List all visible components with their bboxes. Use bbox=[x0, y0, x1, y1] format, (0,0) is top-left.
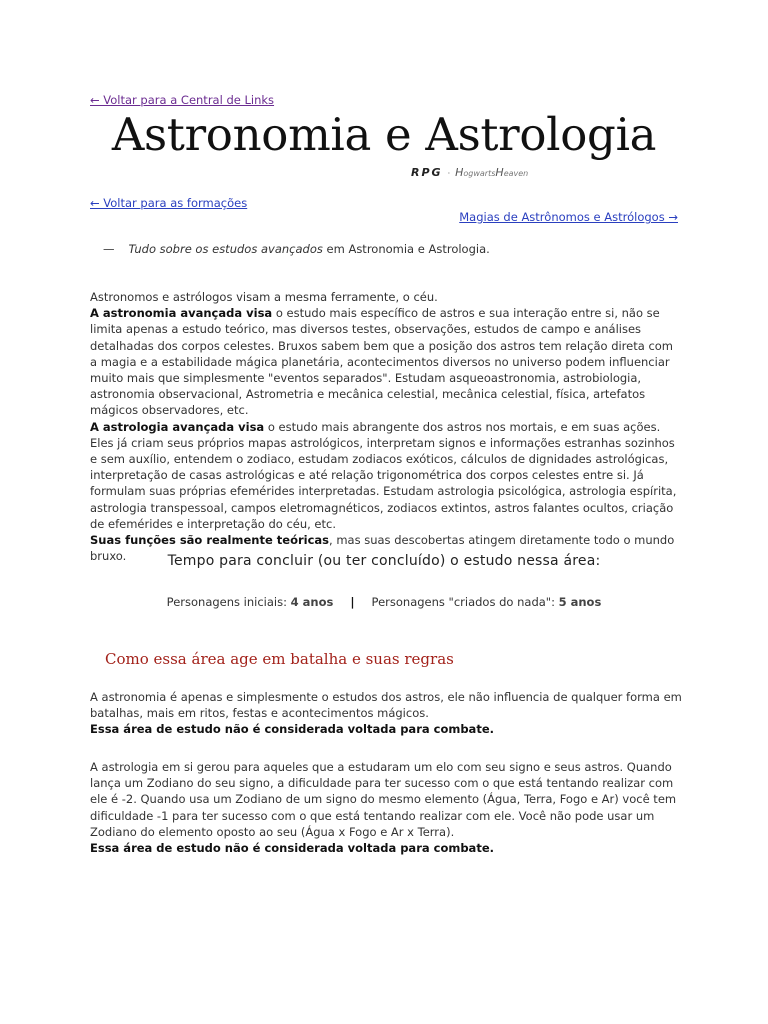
description-p1: Astronomos e astrólogos visam a mesma ferramente, o céu. bbox=[90, 290, 438, 304]
rpg-label: RPG bbox=[411, 166, 443, 179]
battle-astrologia-block bbox=[90, 759, 682, 856]
tempo-divider: | bbox=[350, 595, 355, 609]
brand-separator: · bbox=[447, 169, 451, 178]
battle-astrologia-note bbox=[90, 840, 682, 856]
criados-value: 5 anos bbox=[558, 595, 602, 609]
site-brand bbox=[411, 166, 528, 179]
astrologia-combat-note: Essa área de estudo não é considerada voltada para combate. bbox=[90, 841, 494, 856]
astrologia-lead: A astrologia avançada visa bbox=[90, 419, 265, 434]
astronomia-desc: o estudo mais específico de astros e sua interação entre si, não se limita apenas a estudo teórico, mas diversos testes, observações, estudos de campo e análises detalhadas dos corpos celestes. Bruxos sabem bem que a posição dos astros tem relação direta com a magia e a estabilidade mágica planetária, acontecimentos diversos no universo podem influenciar muito mais que simplesmente "eventos separados". Estudam asqueoastronomia, astrobiologia, astronomia observacional, Astrometria e mecânica celestial, mecânica celestial, física, artefatos mágicos observadores, etc. bbox=[90, 306, 674, 418]
brand-initial-h: H bbox=[455, 166, 464, 179]
back-to-formacoes-link[interactable]: ← Voltar para as formações bbox=[90, 196, 248, 210]
description-p3 bbox=[90, 419, 682, 532]
astronomia-lead: A astronomia avançada visa bbox=[90, 306, 273, 321]
next-magias-link[interactable]: Magias de Astrônomos e Astrólogos → bbox=[459, 210, 678, 224]
description-block bbox=[90, 289, 682, 564]
criados-label: Personagens "criados do nada": bbox=[371, 595, 559, 609]
iniciais-label: Personagens iniciais: bbox=[166, 595, 291, 609]
intro-italic: Tudo sobre os estudos avançados bbox=[128, 242, 323, 256]
astronomia-combat-note: Essa área de estudo não é considerada voltada para combate. bbox=[90, 722, 494, 737]
page-title: Astronomia e Astrologia bbox=[111, 108, 657, 161]
back-to-links-central-link[interactable]: ← Voltar para a Central de Links bbox=[90, 93, 275, 107]
tempo-values bbox=[0, 595, 768, 609]
intro-rest: em Astronomia e Astrologia. bbox=[322, 242, 490, 256]
brand-ogwarts: ogwarts bbox=[463, 169, 496, 178]
iniciais-value: 4 anos bbox=[290, 595, 334, 609]
description-p2 bbox=[90, 305, 682, 418]
battle-astronomia-text: A astronomia é apenas e simplesmente o estudos dos astros, ele não influencia de qualquer forma em batalhas, mais em ritos, festas e acontecimentos mágicos. bbox=[90, 690, 682, 721]
funcoes-desc: , mas suas descobertas atingem diretamente todo o mundo bruxo. bbox=[90, 533, 675, 564]
intro-dash: — bbox=[103, 242, 115, 256]
brand-eaven: eaven bbox=[503, 169, 529, 178]
battle-heading: Como essa área age em batalha e suas regras bbox=[105, 650, 454, 668]
brand-initial-h2: H bbox=[495, 166, 504, 179]
funcoes-lead: Suas funções são realmente teóricas bbox=[90, 533, 330, 548]
tempo-heading: Tempo para concluir (ou ter concluído) o estudo nessa área: bbox=[167, 553, 601, 569]
intro-line bbox=[103, 242, 490, 256]
astrologia-desc: o estudo mais abrangente dos astros nos mortais, e em suas ações. Eles já criam seus próprios mapas astrológicos, interpretam signos e informações estranhas sozinhos e sem auxílio, entendem o zodiaco, estudam zodiacos exóticos, cálculos de dignidades astrológicas, interpretação de casas astrológicas e até relação trigonométrica dos corpos celestes entre si. Já formulam suas próprias efemérides interpretadas. Estudam astrologia psicológica, astrologia espírita, astrologia transpessoal, campos eletromagnéticos, zodiacos extintos, astros falantes ocultos, criação de efemérides e interpretação do céu, etc. bbox=[90, 419, 677, 531]
battle-astrologia-text: A astrologia em si gerou para aqueles que a estudaram um elo com seu signo e seus astros. Quando lança um Zodiano do seu signo, a dificuldade para ter sucesso com o que está tentando realizar com ele é -2. Quando usa um Zodiano de um signo do mesmo elemento (Água, Terra, Fogo e Ar) você tem dificuldade -1 para ter sucesso com o que está tentando realizar com ele. Você não pode usar um Zodiano do elemento oposto ao seu (Água x Fogo e Ar x Terra). bbox=[90, 760, 677, 839]
battle-astronomia-block bbox=[90, 689, 682, 738]
battle-astronomia-note bbox=[90, 721, 682, 737]
